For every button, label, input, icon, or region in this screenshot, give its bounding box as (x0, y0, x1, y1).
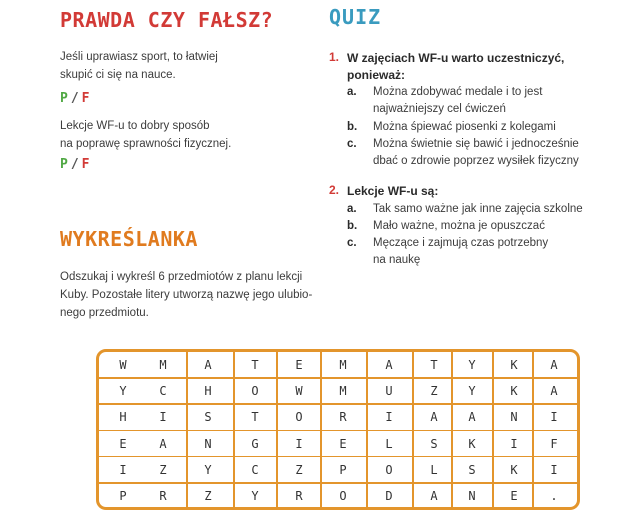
grid-letter-cell[interactable]: U (385, 384, 393, 399)
option-text (373, 119, 613, 136)
question-number: 1. (329, 50, 340, 64)
grid-letter-cell[interactable]: K (468, 436, 476, 451)
grid-letter-cell[interactable]: L (430, 462, 438, 477)
grid-letter-cell[interactable]: A (550, 384, 558, 399)
option-line: Można świetnie się bawić i jednocześnie (373, 138, 579, 150)
grid-letter-cell[interactable]: R (339, 410, 347, 425)
grid-letter-cell[interactable]: O (295, 410, 303, 425)
grid-letter-cell[interactable]: D (385, 489, 393, 503)
grid-letter-cell[interactable]: W (119, 358, 127, 372)
grid-letter-cell[interactable]: T (251, 358, 259, 372)
grid-letter-cell[interactable]: A (159, 436, 167, 451)
grid-letter-cell[interactable]: M (159, 358, 167, 372)
grid-letter-cell[interactable]: M (339, 358, 347, 372)
option-text (373, 201, 613, 218)
instruction-line: Kuby. Pozostałe litery utworzą nazwę jego ulubio- (60, 289, 313, 301)
grid-letter-cell[interactable]: . (550, 489, 558, 503)
wykreslanka-instructions (60, 268, 312, 322)
question-line: Lekcje WF-u są: (347, 184, 439, 198)
option-text (373, 136, 633, 170)
grid-letter-cell[interactable]: O (385, 462, 393, 477)
grid-letter-cell[interactable]: A (430, 489, 438, 503)
slash-separator: / (70, 91, 79, 106)
grid-row (99, 378, 577, 404)
option-letter: c. (347, 138, 357, 150)
option-text (373, 218, 613, 235)
grid-letter-cell[interactable]: A (550, 358, 558, 372)
grid-letter-cell[interactable]: G (251, 436, 259, 451)
grid-letter-cell[interactable]: R (159, 489, 167, 503)
grid-letter-cell[interactable]: Z (204, 489, 212, 503)
grid-letter-cell[interactable]: I (119, 462, 127, 477)
option-letter: a. (347, 203, 357, 215)
grid-letter-cell[interactable]: N (468, 489, 476, 503)
grid-letter-cell[interactable]: S (430, 436, 438, 451)
statement-1-line1: Jeśli uprawiasz sport, to łatwiej (60, 51, 218, 63)
grid-letter-cell[interactable]: A (385, 358, 393, 372)
grid-letter-cell[interactable]: L (385, 436, 393, 451)
grid-letter-cell[interactable]: C (159, 384, 167, 399)
grid-row (99, 457, 577, 483)
grid-row (99, 431, 577, 457)
grid-letter-cell[interactable]: K (510, 462, 518, 477)
grid-letter-cell[interactable]: Z (295, 462, 303, 477)
option-letter: a. (347, 86, 357, 98)
word-search-grid[interactable] (96, 349, 580, 510)
option-line: najważniejszy cel ćwiczeń (373, 103, 506, 115)
question-line: ponieważ: (347, 68, 406, 82)
true-false-choice-2[interactable] (60, 157, 89, 172)
grid-letter-cell[interactable]: I (510, 436, 518, 451)
option-letter: b. (347, 220, 358, 232)
instruction-line: Odszukaj i wykreśl 6 przedmiotów z planu lekcji (60, 271, 303, 283)
option-line: na naukę (373, 254, 421, 266)
grid-letter-cell[interactable]: T (251, 410, 259, 425)
option-letter: b. (347, 121, 358, 133)
grid-row (99, 483, 577, 509)
grid-letter-cell[interactable]: H (119, 410, 127, 425)
statement-2-line2: na poprawę sprawności fizycznej. (60, 138, 232, 150)
grid-letter-cell[interactable]: M (339, 384, 347, 399)
grid-letter-cell[interactable]: I (159, 410, 167, 425)
statement-1 (60, 48, 218, 84)
grid-letter-cell[interactable]: S (468, 462, 476, 477)
grid-letter-cell[interactable]: W (295, 384, 303, 399)
question-number: 2. (329, 183, 340, 197)
false-option[interactable]: F (81, 157, 90, 172)
grid-letter-cell[interactable]: F (550, 436, 558, 451)
grid-letter-cell[interactable]: N (204, 436, 212, 451)
grid-letter-cell[interactable]: K (510, 358, 518, 372)
statement-2 (60, 117, 231, 153)
option-letter: c. (347, 237, 357, 249)
grid-letter-cell[interactable]: P (339, 462, 347, 477)
grid-letter-cell[interactable]: Y (119, 384, 127, 399)
grid-letter-cell[interactable]: C (251, 462, 259, 477)
option-text (373, 235, 613, 269)
instruction-line: nego przedmiotu. (60, 307, 149, 319)
grid-letter-cell[interactable]: S (204, 410, 212, 425)
grid-letter-cell[interactable]: T (430, 358, 438, 372)
grid-letter-cell[interactable]: Y (251, 489, 259, 503)
option-line: Mało ważne, można je opuszczać (373, 220, 545, 232)
quiz-title: QUIZ (329, 5, 382, 29)
grid-letter-cell[interactable]: N (510, 410, 518, 425)
false-option[interactable]: F (81, 91, 90, 106)
grid-letter-cell[interactable]: I (550, 410, 558, 425)
option-line: Można zdobywać medale i to jest (373, 86, 543, 98)
grid-letter-cell[interactable]: E (339, 436, 347, 451)
slash-separator: / (70, 157, 79, 172)
true-option[interactable]: P (60, 91, 68, 106)
grid-row (99, 352, 577, 378)
question-line: W zajęciach WF-u warto uczestniczyć, (347, 51, 565, 65)
grid-letter-cell[interactable]: E (295, 358, 303, 372)
true-option[interactable]: P (60, 157, 68, 172)
grid-letter-cell[interactable]: A (204, 358, 212, 372)
grid-letter-cell[interactable]: E (510, 489, 518, 503)
statement-1-line2: skupić ci się na nauce. (60, 69, 176, 81)
quiz-question-1 (329, 50, 629, 170)
true-false-choice-1[interactable] (60, 91, 89, 106)
grid-letter-cell[interactable]: I (295, 436, 303, 451)
grid-letter-cell[interactable]: E (119, 436, 127, 451)
quiz-question-2 (329, 183, 629, 273)
grid-letter-cell[interactable]: K (510, 384, 518, 399)
grid-letter-cell[interactable]: P (119, 489, 127, 503)
wykreslanka-title: WYKREŚLANKA (60, 227, 198, 251)
grid-letter-cell[interactable]: A (430, 410, 438, 425)
grid-row (99, 404, 577, 430)
grid-letter-cell[interactable]: Z (430, 384, 438, 399)
option-line: dbać o zdrowie poprzez wysiłek fizyczny (373, 155, 579, 167)
grid-letter-cell[interactable]: Y (468, 358, 476, 372)
option-text (373, 84, 613, 118)
option-line: Męczące i zajmują czas potrzebny (373, 237, 549, 249)
grid-letter-cell[interactable]: A (468, 410, 476, 425)
grid-letter-cell[interactable]: I (550, 462, 558, 477)
grid-letter-cell[interactable]: H (204, 384, 212, 399)
grid-letter-cell[interactable]: Z (159, 462, 167, 477)
grid-letter-cell[interactable]: Y (468, 384, 476, 399)
grid-letter-cell[interactable]: I (385, 410, 393, 425)
question-text (347, 183, 627, 200)
grid-letter-cell[interactable]: R (295, 489, 303, 503)
question-text (347, 50, 627, 84)
grid-letter-cell[interactable]: O (251, 384, 259, 399)
statement-2-line1: Lekcje WF-u to dobry sposób (60, 120, 210, 132)
prawda-title: PRAWDA CZY FAŁSZ? (60, 8, 274, 32)
grid-letter-cell[interactable]: Y (204, 462, 212, 477)
option-line: Tak samo ważne jak inne zajęcia szkolne (373, 203, 583, 215)
option-line: Można śpiewać piosenki z kolegami (373, 121, 556, 133)
grid-letter-cell[interactable]: O (339, 489, 347, 503)
